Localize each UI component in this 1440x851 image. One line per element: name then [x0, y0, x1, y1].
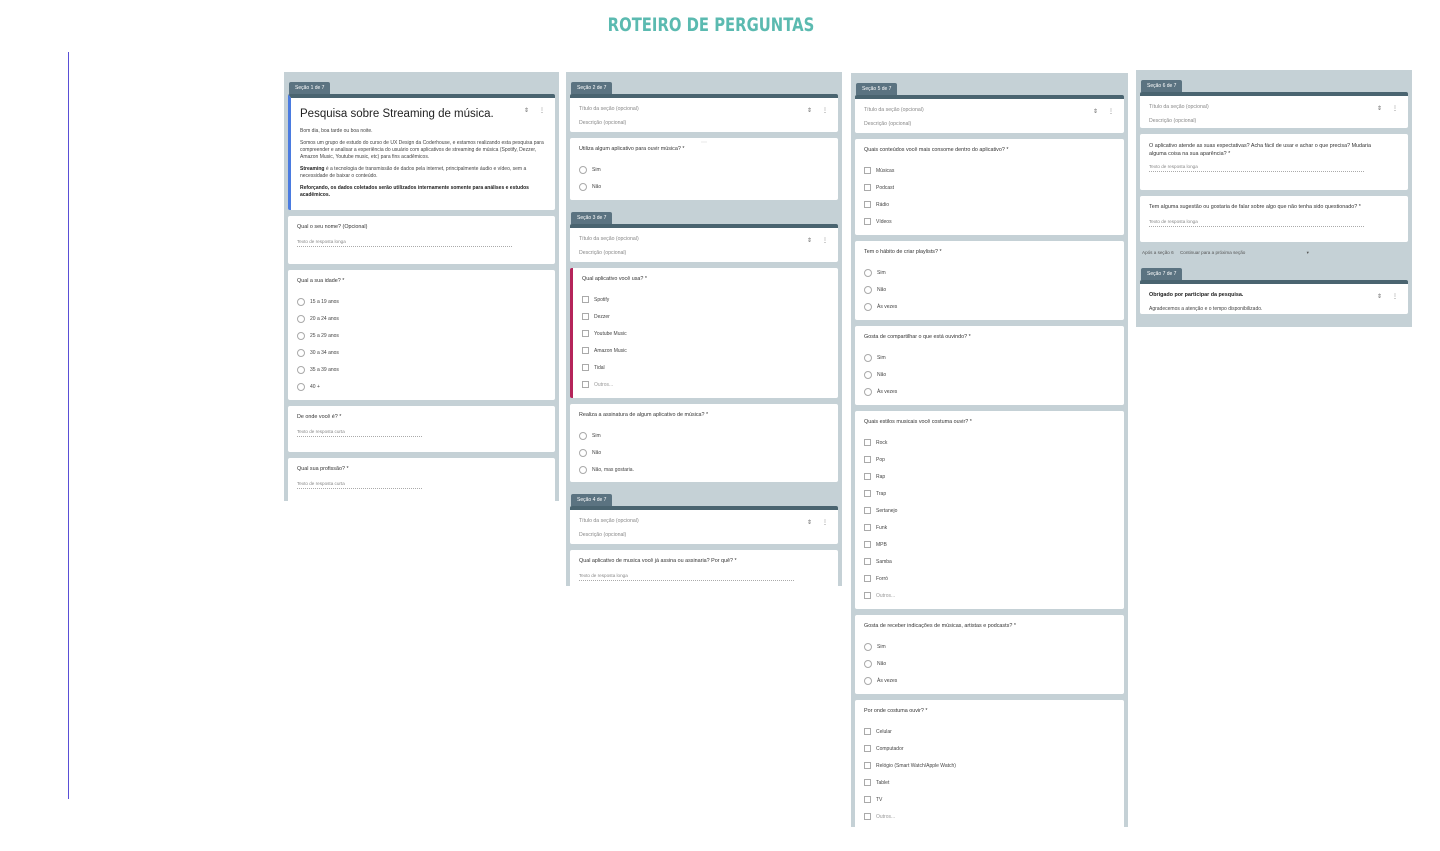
radio-option[interactable]: Não — [864, 655, 1115, 672]
checkbox-icon — [864, 439, 871, 446]
radio-option[interactable]: Sim — [864, 264, 1115, 281]
short-answer-placeholder: Texto de resposta curta — [297, 429, 422, 437]
radio-option[interactable]: Às vezes — [864, 298, 1115, 315]
checkbox-icon — [864, 592, 871, 599]
section-tag: Seção 5 de 7 — [856, 83, 897, 95]
streaming-definition: é a tecnologia de transmissão de dados pela internet, principalmente áudio e vídeo, sem a necessidade de baixar o conteúdo. — [300, 166, 527, 179]
section-description-placeholder[interactable]: Descrição (opcional) — [579, 532, 627, 538]
question-title: Realiza a assinatura de algum aplicativo de música? * — [579, 412, 709, 418]
checkbox-icon — [864, 541, 871, 548]
question-title: Tem o hábito de criar playlists? * — [864, 249, 942, 255]
radio-icon — [864, 660, 872, 668]
checkbox-icon — [864, 524, 871, 531]
question-title: Tem alguma sugestão ou gostaria de falar sobre algo que não tenha sido questionado? * — [1149, 204, 1361, 210]
checkbox-icon — [864, 813, 871, 820]
radio-option[interactable]: Sim — [579, 427, 829, 444]
checkbox-option[interactable]: Youtube Music — [582, 325, 829, 342]
section-tag: Seção 7 de 7 — [1141, 268, 1182, 280]
question-title: Qual a sua idade? * — [297, 278, 345, 284]
checkbox-icon — [864, 456, 871, 463]
section-header-card[interactable] — [1140, 92, 1408, 128]
radio-icon — [864, 354, 872, 362]
radio-option[interactable]: Às vezes — [864, 672, 1115, 689]
checkbox-icon — [864, 779, 871, 786]
checkbox-option[interactable]: Outros... — [582, 376, 829, 393]
collapse-icon[interactable]: ⇕ — [1376, 106, 1382, 112]
radio-icon — [864, 286, 872, 294]
question-title: Quais estilos musicais você costuma ouvir? * — [864, 419, 972, 425]
section-header-card[interactable] — [570, 224, 838, 262]
checkbox-icon — [864, 473, 871, 480]
section-description-placeholder[interactable]: Descrição (opcional) — [579, 120, 627, 126]
more-icon[interactable]: ⋮ — [822, 520, 828, 526]
checkbox-option[interactable]: Trap — [864, 485, 1115, 502]
checkbox-icon — [582, 347, 589, 354]
radio-icon — [864, 388, 872, 396]
more-icon[interactable]: ⋮ — [1392, 106, 1398, 112]
checkbox-option[interactable]: Pop — [864, 451, 1115, 468]
question-subscription-card[interactable] — [570, 404, 838, 482]
question-title: Qual aplicativo você usa? * — [582, 276, 648, 282]
radio-icon — [297, 298, 305, 306]
question-job-card[interactable] — [288, 458, 555, 504]
section-tag: Seção 3 de 7 — [571, 212, 612, 224]
question-playlist-card[interactable] — [855, 241, 1124, 320]
collapse-icon[interactable]: ⇕ — [523, 108, 529, 114]
radio-option[interactable]: 25 a 29 anos — [297, 327, 546, 344]
page-title: ROTEIRO DE PERGUNTAS — [607, 14, 815, 36]
checkbox-option[interactable]: Funk — [864, 519, 1115, 536]
sections-6-7-column — [1136, 70, 1412, 327]
radio-option[interactable]: 15 a 19 anos — [297, 293, 546, 310]
checkbox-option[interactable]: Celular — [864, 723, 1115, 740]
section-tag: Seção 4 de 7 — [571, 494, 612, 506]
question-share-card[interactable] — [855, 326, 1124, 405]
after-section-select[interactable]: Continuar para a próxima seção — [1179, 250, 1246, 255]
radio-icon — [297, 332, 305, 340]
question-title: Gosta de receber indicações de músicas, artistas e podcasts? * — [864, 623, 1016, 629]
section-header-card[interactable] — [855, 95, 1124, 133]
section-1-column — [284, 72, 559, 501]
radio-icon — [864, 371, 872, 379]
radio-option[interactable]: Não — [579, 178, 829, 195]
radio-icon — [864, 269, 872, 277]
more-icon[interactable]: ⋮ — [1108, 109, 1114, 115]
question-title: Qual o seu nome? (Opcional) — [297, 224, 368, 230]
collapse-icon[interactable]: ⇕ — [1092, 109, 1098, 115]
radio-option[interactable]: Sim — [579, 161, 829, 178]
more-icon[interactable]: ⋮ — [539, 108, 545, 114]
radio-option[interactable]: 20 a 24 anos — [297, 310, 546, 327]
checkbox-option[interactable]: Relógio (Smart Watch/Apple Watch) — [864, 757, 1115, 774]
question-expectations-card[interactable] — [1140, 134, 1408, 190]
checkbox-icon — [582, 381, 589, 388]
radio-icon — [579, 183, 587, 191]
radio-option[interactable]: 30 a 34 anos — [297, 344, 546, 361]
question-title: Qual sua profissão? * — [297, 466, 349, 472]
checkbox-icon — [864, 796, 871, 803]
long-answer-placeholder: Texto de resposta longa — [297, 239, 512, 247]
radio-icon — [579, 432, 587, 440]
checkbox-option[interactable]: Amazon Music — [582, 342, 829, 359]
question-suggestions-card[interactable] — [1140, 196, 1408, 242]
vertical-guide-line — [68, 52, 69, 799]
checkbox-option[interactable]: Dezzer — [582, 308, 829, 325]
radio-icon — [864, 677, 872, 685]
checkbox-option[interactable]: Podcast — [864, 179, 1115, 196]
more-icon[interactable]: ⋮ — [1392, 294, 1398, 300]
checkbox-option[interactable]: TV — [864, 791, 1115, 808]
section-header-card[interactable] — [570, 506, 838, 544]
long-answer-placeholder: Texto de resposta longa — [579, 573, 794, 581]
collapse-icon[interactable]: ⇕ — [806, 108, 812, 114]
checkbox-option[interactable]: Forró — [864, 570, 1115, 587]
checkbox-icon — [864, 558, 871, 565]
question-content-card[interactable] — [855, 139, 1124, 235]
collapse-icon[interactable]: ⇕ — [806, 238, 812, 244]
drag-handle-icon[interactable]: ⋯ — [701, 140, 707, 146]
checkbox-option[interactable]: MPB — [864, 536, 1115, 553]
radio-option[interactable]: Não — [579, 444, 829, 461]
question-title: Gosta de compartilhar o que está ouvindo? * — [864, 334, 971, 340]
radio-icon — [297, 383, 305, 391]
streaming-term: Streaming — [300, 166, 325, 172]
checkbox-option[interactable]: Outros... — [864, 808, 1115, 825]
more-icon[interactable]: ⋮ — [822, 238, 828, 244]
checkbox-option[interactable]: Spotify — [582, 291, 829, 308]
question-uses-app-card[interactable] — [570, 138, 838, 200]
checkbox-option[interactable]: Rock — [864, 434, 1115, 451]
radio-option[interactable]: Não — [864, 366, 1115, 383]
checkbox-option[interactable]: Rádio — [864, 196, 1115, 213]
question-name-card[interactable] — [288, 216, 555, 264]
after-section-label: Após a seção 6 — [1142, 250, 1174, 255]
data-note-text: Reforçando, os dados coletados serão utilizados internamente somente para análises e estudos acadêmicos. — [300, 185, 529, 198]
radio-icon — [864, 643, 872, 651]
section-5-column — [851, 73, 1128, 827]
data-note — [300, 185, 546, 199]
checkbox-icon — [582, 313, 589, 320]
section-description-placeholder[interactable]: Descrição (opcional) — [864, 121, 912, 127]
radio-icon — [579, 449, 587, 457]
question-title: Por onde costuma ouvir? * — [864, 708, 928, 714]
checkbox-option[interactable]: Outros... — [864, 587, 1115, 604]
checkbox-option[interactable]: Computador — [864, 740, 1115, 757]
section-description-placeholder[interactable]: Descrição (opcional) — [579, 250, 627, 256]
checkbox-option[interactable]: Samba — [864, 553, 1115, 570]
sections-2-4-column — [566, 72, 842, 586]
section-tag: Seção 1 de 7 — [289, 82, 330, 94]
section-tag: Seção 2 de 7 — [571, 82, 612, 94]
more-icon[interactable]: ⋮ — [822, 108, 828, 114]
radio-option[interactable]: Não, mas gostaria. — [579, 461, 829, 478]
checkbox-option[interactable]: Tidal — [582, 359, 829, 376]
section-title-placeholder[interactable]: Título da seção (opcional) — [579, 106, 639, 112]
checkbox-icon — [582, 364, 589, 371]
section-description-placeholder[interactable]: Descrição (opcional) — [1149, 118, 1197, 124]
long-answer-placeholder: Texto de resposta longa — [1149, 164, 1364, 172]
checkbox-option[interactable]: Vídeos — [864, 213, 1115, 230]
checkbox-icon — [864, 762, 871, 769]
checkbox-icon — [582, 296, 589, 303]
section-title-placeholder[interactable]: Título da seção (opcional) — [579, 518, 639, 524]
checkbox-option[interactable]: Músicas — [864, 162, 1115, 179]
radio-option[interactable]: 35 a 39 anos — [297, 361, 546, 378]
closing-title: Obrigado por participar da pesquisa. — [1149, 292, 1244, 298]
checkbox-option[interactable]: Tablet — [864, 774, 1115, 791]
question-title: O aplicativo atende as suas expectativas? Acha fácil de usar e achar o que precisa? Mudaria alguma coisa na sua aparência? * — [1149, 143, 1372, 157]
radio-icon — [297, 315, 305, 323]
section-title-placeholder[interactable]: Título da seção (opcional) — [1149, 104, 1209, 110]
section-title-placeholder[interactable]: Título da seção (opcional) — [864, 107, 924, 113]
checkbox-icon — [582, 330, 589, 337]
radio-icon — [297, 366, 305, 374]
chevron-down-icon[interactable]: ▾ — [1306, 250, 1309, 255]
checkbox-icon — [864, 167, 871, 174]
checkbox-icon — [864, 575, 871, 582]
radio-option[interactable]: Não — [864, 281, 1115, 298]
radio-icon — [579, 466, 587, 474]
question-age-card[interactable] — [288, 270, 555, 400]
checkbox-option[interactable]: Rap — [864, 468, 1115, 485]
long-answer-placeholder: Texto de resposta longa — [1149, 219, 1364, 227]
checkbox-icon — [864, 201, 871, 208]
radio-icon — [297, 349, 305, 357]
short-answer-placeholder: Texto de resposta curta — [297, 481, 422, 489]
checkbox-icon — [864, 218, 871, 225]
checkbox-icon — [864, 728, 871, 735]
section-header-card[interactable] — [570, 94, 838, 132]
radio-option[interactable]: Às vezes — [864, 383, 1115, 400]
form-header-card[interactable] — [288, 94, 555, 210]
streaming-text — [300, 166, 546, 180]
question-recommendations-card[interactable] — [855, 615, 1124, 694]
question-which-app-card[interactable] — [570, 268, 838, 398]
checkbox-icon — [864, 507, 871, 514]
radio-option[interactable]: 40 + — [297, 378, 546, 395]
checkbox-icon — [864, 745, 871, 752]
radio-option[interactable]: Sim — [864, 638, 1115, 655]
collapse-icon[interactable]: ⇕ — [1376, 294, 1382, 300]
section-title-placeholder[interactable]: Título da seção (opcional) — [579, 236, 639, 242]
intro-text: Somos um grupo de estudo do curso de UX Design da Coderhouse, e estamos realizando esta pesquisa para compreender e analisar a experiência do usuário com aplicativos de streaming de música (Spotify, Dezzer, Amazon Music, Youtube music, etc) para fins acadêmicos. — [300, 140, 544, 160]
checkbox-option[interactable]: Sertanejo — [864, 502, 1115, 519]
question-title: De onde você é? * — [297, 414, 342, 420]
greeting-text: Bom dia, boa tarde ou boa noite. — [300, 128, 373, 134]
form-title[interactable]: Pesquisa sobre Streaming de música. — [300, 108, 494, 120]
after-section-navigation[interactable] — [1140, 248, 1408, 262]
section-tag: Seção 6 de 7 — [1141, 80, 1182, 92]
question-title: Qual aplicativo de musica você já assina ou assinaria? Por quê? * — [579, 558, 737, 564]
question-title: Quais conteúdos você mais consome dentro do aplicativo? * — [864, 147, 1009, 153]
collapse-icon[interactable]: ⇕ — [806, 520, 812, 526]
checkbox-icon — [864, 490, 871, 497]
question-from-card[interactable] — [288, 406, 555, 452]
question-why-app-card[interactable] — [570, 550, 838, 596]
question-device-card[interactable] — [855, 700, 1124, 830]
radio-option[interactable]: Sim — [864, 349, 1115, 366]
radio-icon — [864, 303, 872, 311]
closing-section-card[interactable] — [1140, 280, 1408, 314]
question-title: Utiliza algum aplicativo para ouvir música? * — [579, 146, 685, 152]
closing-description: Agradecemos a atenção e o tempo disponibilizado. — [1149, 306, 1263, 312]
checkbox-icon — [864, 184, 871, 191]
question-styles-card[interactable] — [855, 411, 1124, 609]
radio-icon — [579, 166, 587, 174]
